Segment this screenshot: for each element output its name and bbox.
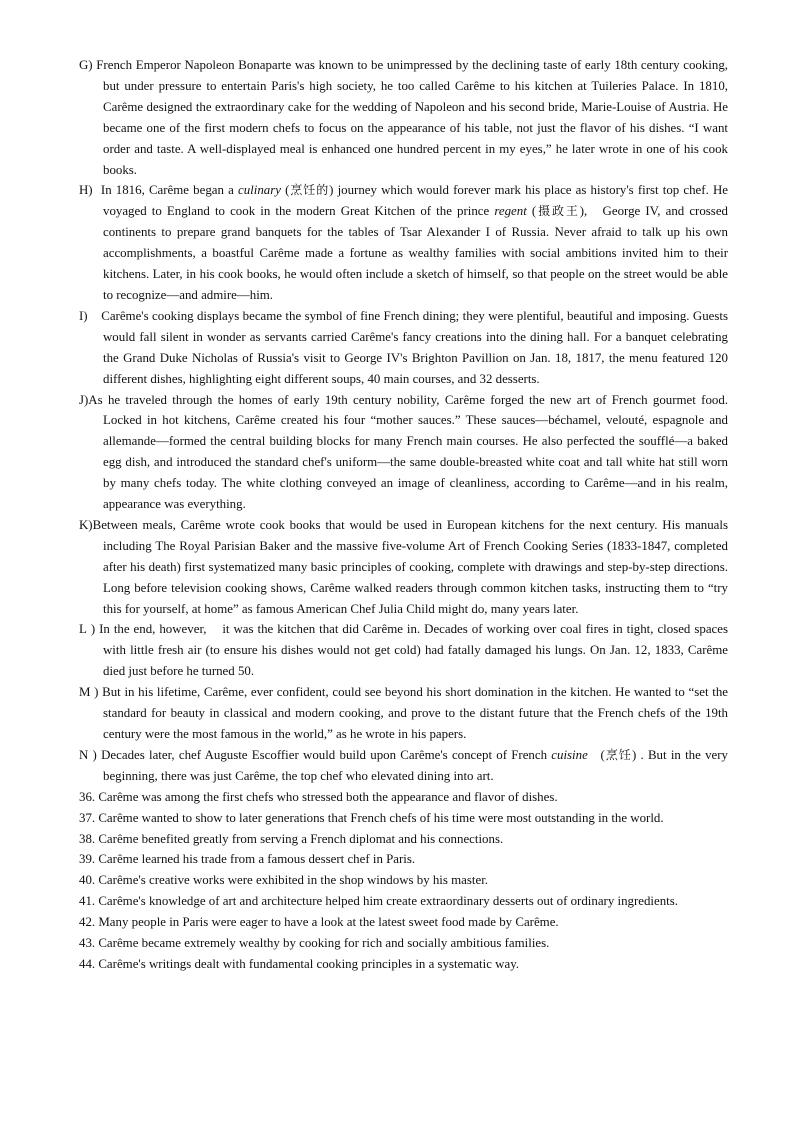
statement-item: 41. Carême's knowledge of art and architecture helped him create extraordinary desserts out of ordinary ingredients.: [79, 894, 679, 909]
paragraph-l: [79, 619, 728, 682]
paragraph-text-segment: (: [587, 747, 605, 762]
paragraph-text-segment: ) . But in the very beginning, there was just Carême, the top chef who elevated dining into art.: [103, 747, 728, 783]
paragraph-text-segment: 烹饪的: [289, 183, 330, 198]
paragraph-i: [79, 306, 728, 390]
paragraph-m: [79, 682, 728, 745]
paragraph-text-segment: L ) In the end, however, it was the kitchen that did Carême in. Decades of working over coal fires in tight, closed spaces with little fresh air (to ensure his dishes would not get cold) had fatally damaged his lungs. On Jan. 12, 1833, Carême died just before he turned 50.: [79, 622, 728, 679]
paragraph-text-segment: 烹饪: [604, 747, 632, 762]
statement-item: 36. Carême was among the first chefs who stressed both the appearance and flavor of dishes.: [79, 789, 558, 804]
paragraph-g: [79, 55, 728, 180]
paragraph-text-segment: ), George IV, and crossed continents to prepare grand banquets for the tables of Tsar Alexander I of Russia. Never afraid to talk up his own accomplishments, a boastful Carême made a fortune as wealthy families with social ambitions invited him to their kitchens. Later, in his cook books, he would often include a sketch of himself, so that people on the street would be able to recognize—and admire—him.: [103, 204, 728, 302]
passage-list: [79, 55, 728, 787]
paragraph-text-segment: (: [526, 204, 537, 219]
paragraph-text-segment: ) journey which would forever mark his place as history's first top chef. He voyaged to England to cook in the modern Great Kitchen of the prince: [103, 183, 728, 219]
paragraph-n: [79, 745, 728, 787]
paragraph-text-segment: I) Carême's cooking displays became the symbol of fine French dining; they were plentiful, beautiful and imposing. Guests would fall silent in wonder as servants carried Carême's fancy creations into the dining hall. For a banquet celebrating the Grand Duke Nicholas of Russia's visit to George IV's Brighton Pavillion on Jan. 18, 1817, the menu featured 120 different dishes, highlighting eight different soups, 40 main courses, and 32 desserts.: [79, 308, 728, 386]
statement-item: 43. Carême became extremely wealthy by cooking for rich and socially ambitious families.: [79, 936, 550, 951]
document-page: [79, 55, 728, 975]
paragraph-h: [79, 180, 728, 305]
paragraph-text-segment: G) French Emperor Napoleon Bonaparte was known to be unimpressed by the declining taste of early 18th century cooking, but under pressure to entertain Paris's high society, he too called Carême to his kitchen at Tuileries Palace. In 1810, Carême designed the extraordinary cake for the wedding of Napoleon and his second bride, Marie-Louise of Austria. He became one of the first modern chefs to focus on the appearance of his table, not just the flavor of his dishes. “I want order and taste. A well-displayed meal is enhanced one hundred percent in my eyes,” he later wrote in one of his cook books.: [79, 58, 728, 177]
statement-item: 40. Carême's creative works were exhibited in the shop windows by his master.: [79, 873, 489, 888]
paragraph-text-segment: M ) But in his lifetime, Carême, ever confident, could see beyond his short domination in the kitchen. He wanted to “set the standard for beauty in classical and modern cooking, and prove to the distant future that the French chefs of the 19th century were the most famous in the world,” as he wrote in his papers.: [79, 685, 728, 741]
paragraph-text-segment: K)Between meals, Carême wrote cook books that would be used in European kitchens for the next century. His manuals including The Royal Parisian Baker and the massive five-volume Art of French Cooking Series (1833-1847, completed after his death) first systematized many basic principles of cooking, complete with drawings and step-by-step directions. Long before television cooking shows, Carême walked readers through common kitchen tasks, instructing them to “try this for yourself, at home” as famous American Chef Julia Child might do, many years later.: [79, 517, 728, 616]
paragraph-text-segment: N ) Decades later, chef Auguste Escoffier would build upon Carême's concept of French: [79, 747, 552, 762]
paragraph-text-segment: regent: [494, 204, 527, 219]
paragraph-text-segment: cuisine: [551, 747, 588, 762]
statement-item: 44. Carême's writings dealt with fundamental cooking principles in a systematic way.: [79, 956, 520, 971]
statement-item: 37. Carême wanted to show to later generations that French chefs of his time were most outstanding in the world.: [79, 810, 664, 825]
statement-list: [79, 787, 728, 975]
paragraph-k: [79, 515, 728, 620]
paragraph-text-segment: H) In 1816, Carême began a: [79, 183, 238, 198]
paragraph-text-segment: culinary: [237, 183, 281, 198]
paragraph-text-segment: J)As he traveled through the homes of early 19th century nobility, Carême forged the new art of French gourmet food. Locked in hot kitchens, Carême created his four “mother sauces.” These sauces—béchamel, velouté, espagnole and allemande—formed the central building blocks for many French main courses. He also perfected the soufflé—a baked egg dish, and introduced the standard chef's uniform—the same double-breasted white coat and tall white hat still worn by many chefs today. The white clothing conveyed an image of cleanliness, according to Carême—and in his realm, appearance was everything.: [79, 392, 728, 512]
paragraph-text-segment: 摄政王: [536, 204, 580, 219]
statement-item: 39. Carême learned his trade from a famous dessert chef in Paris.: [79, 852, 416, 867]
paragraph-text-segment: (: [280, 183, 290, 198]
paragraph-j: [79, 390, 728, 515]
statement-item: 38. Carême benefited greatly from serving a French diplomat and his connections.: [79, 831, 504, 846]
statement-item: 42. Many people in Paris were eager to have a look at the latest sweet food made by Carême.: [79, 915, 559, 930]
